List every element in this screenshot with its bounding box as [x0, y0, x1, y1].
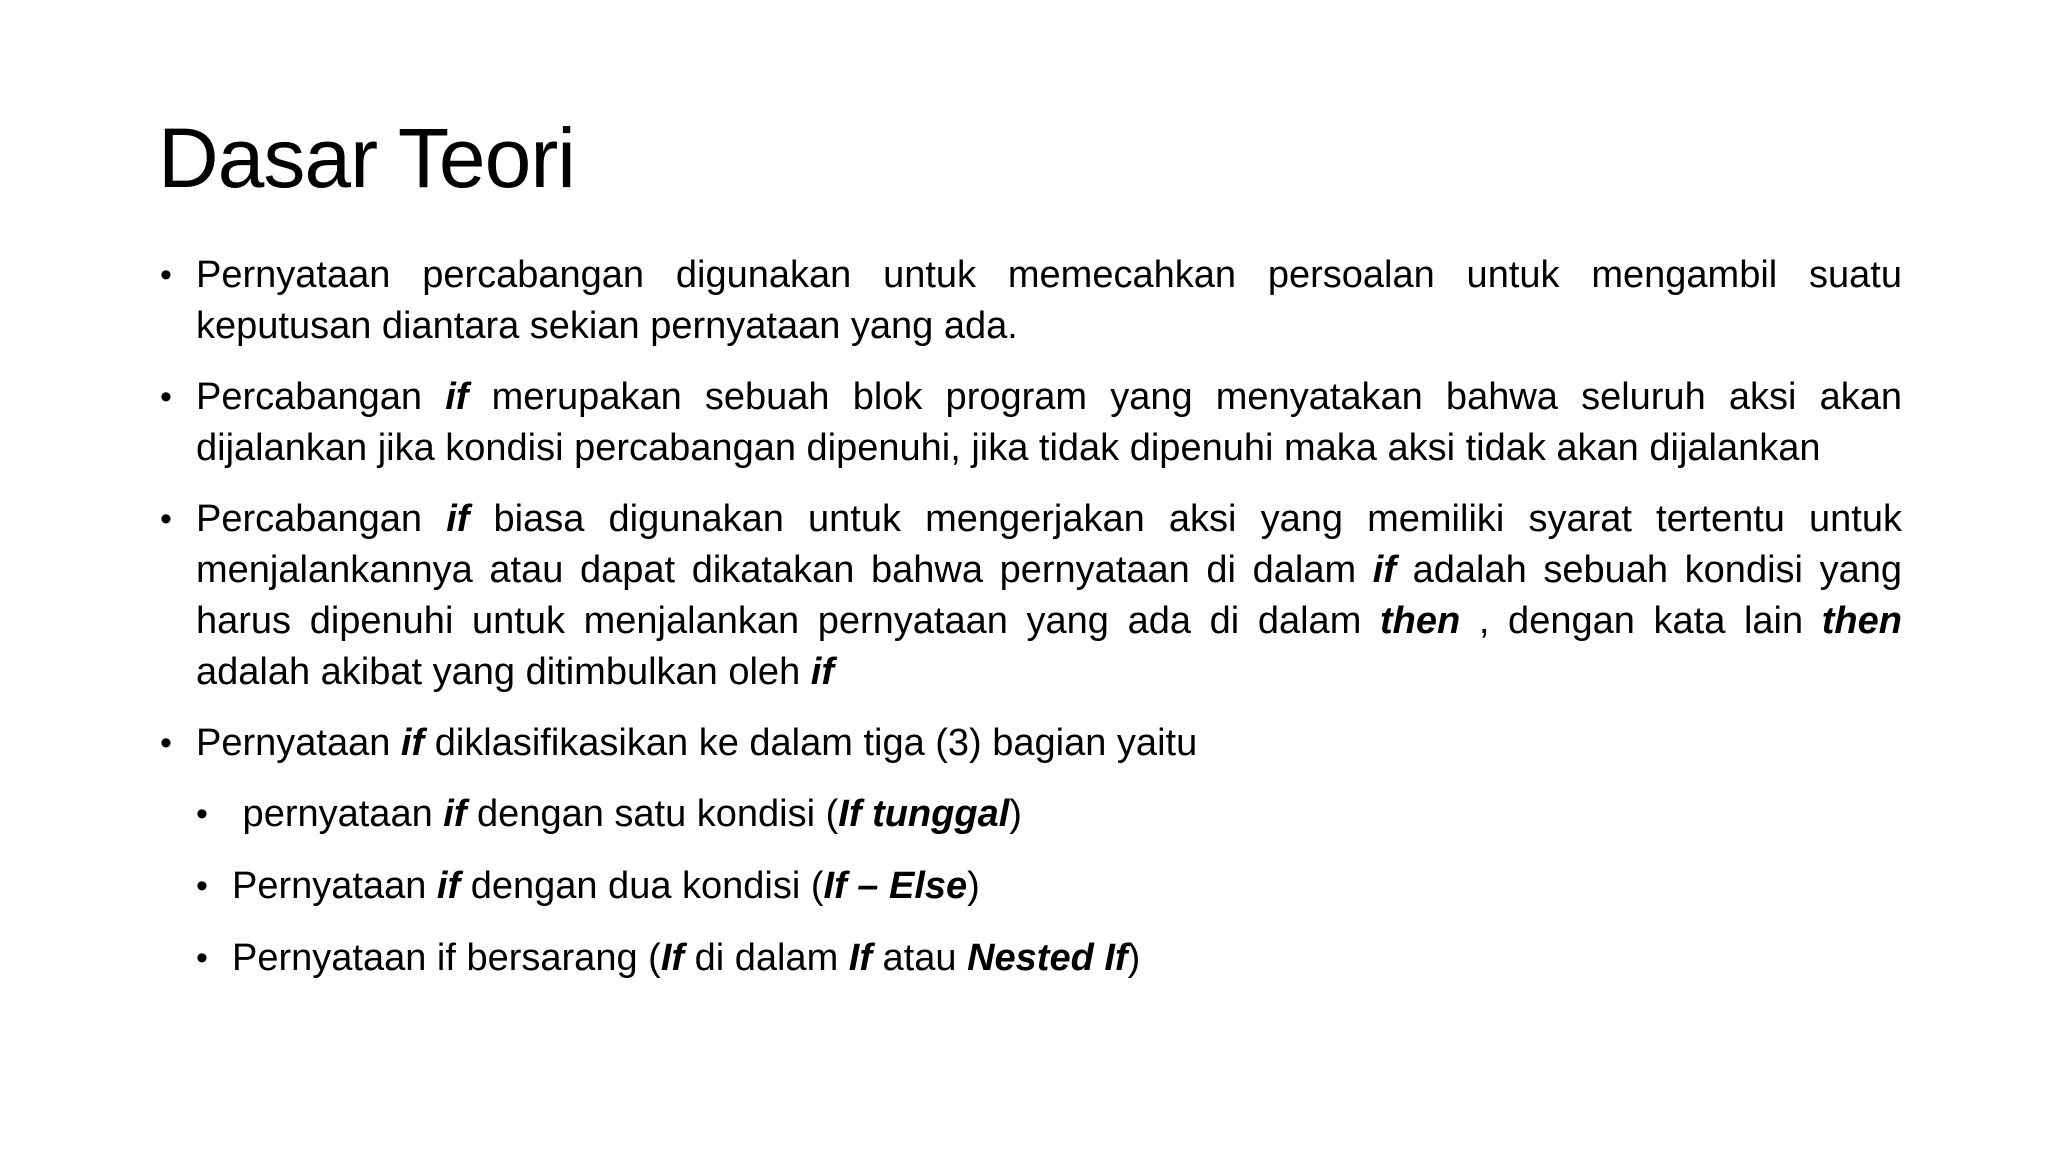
keyword-text: if: [443, 793, 467, 835]
bullet-text: Pernyataan percabangan digunakan untuk memecahkan persoalan untuk mengambil suatu keputusan diantara sekian pernyataan yang ada.: [196, 254, 1902, 347]
slide-body: [160, 250, 1902, 1005]
keyword-text: If – Else: [823, 865, 968, 907]
keyword-text: then: [1821, 600, 1902, 642]
bullet-text: , dengan kata lain: [1460, 600, 1822, 642]
bullet-text: adalah sebuah kondisi yang harus dipenuhi untuk menjalankan pernyataan yang ada di dalam: [196, 549, 1903, 642]
bullet-text: adalah akibat yang ditimbulkan oleh: [196, 651, 811, 693]
bullet-text: Percabangan: [196, 498, 447, 540]
keyword-text: if: [400, 722, 425, 764]
sub-bullet-item: [160, 933, 1902, 984]
bullet-item: [160, 718, 1902, 769]
bullet-item: [160, 250, 1902, 352]
keyword-text: if: [810, 651, 834, 693]
bullet-dot-icon: •: [160, 724, 172, 762]
keyword-text: if: [445, 376, 469, 418]
keyword-text: If tunggal: [838, 793, 1010, 835]
slide-title: Dasar Teori: [158, 111, 575, 205]
keyword-text: Nested If: [967, 937, 1128, 979]
bullet-text: dengan dua kondisi (: [460, 865, 824, 907]
bullet-text: diklasifikasikan ke dalam tiga (3) bagian yaitu: [424, 722, 1198, 764]
bullet-text: pernyataan: [232, 793, 444, 835]
sub-bullet-item: [160, 861, 1902, 912]
bullet-text: Pernyataan: [232, 865, 437, 907]
bullet-text: Pernyataan if bersarang (: [232, 937, 661, 979]
bullet-text: Percabangan: [196, 376, 446, 418]
bullet-dot-icon: •: [196, 795, 208, 833]
bullet-text: ): [967, 865, 980, 907]
keyword-text: If: [848, 937, 872, 979]
bullet-text: biasa digunakan untuk mengerjakan aksi yang memiliki syarat tertentu untuk menjalankannya atau dapat dikatakan bahwa pernyataan di dalam: [196, 498, 1902, 591]
bullet-text: di dalam: [684, 937, 849, 979]
bullet-text: merupakan sebuah blok program yang menyatakan bahwa seluruh aksi akan dijalankan jika kondisi percabangan dipenuhi, jika tidak dipenuhi maka aksi tidak akan dijalankan: [196, 376, 1902, 469]
keyword-text: then: [1380, 600, 1461, 642]
bullet-text: Pernyataan: [196, 722, 401, 764]
bullet-dot-icon: •: [160, 256, 172, 294]
bullet-item: [160, 494, 1902, 698]
bullet-item: [160, 372, 1902, 474]
bullet-dot-icon: •: [196, 867, 208, 905]
sub-bullet-item: [160, 789, 1902, 840]
keyword-text: if: [1372, 549, 1396, 591]
keyword-text: if: [436, 865, 461, 907]
bullet-text: dengan satu kondisi (: [466, 793, 839, 835]
keyword-text: If: [660, 937, 685, 979]
bullet-dot-icon: •: [196, 939, 208, 977]
bullet-text: ): [1009, 793, 1022, 835]
keyword-text: if: [446, 498, 470, 540]
bullet-dot-icon: •: [160, 500, 172, 538]
bullet-text: atau: [872, 937, 968, 979]
bullet-dot-icon: •: [160, 378, 172, 416]
bullet-text: ): [1127, 937, 1141, 979]
